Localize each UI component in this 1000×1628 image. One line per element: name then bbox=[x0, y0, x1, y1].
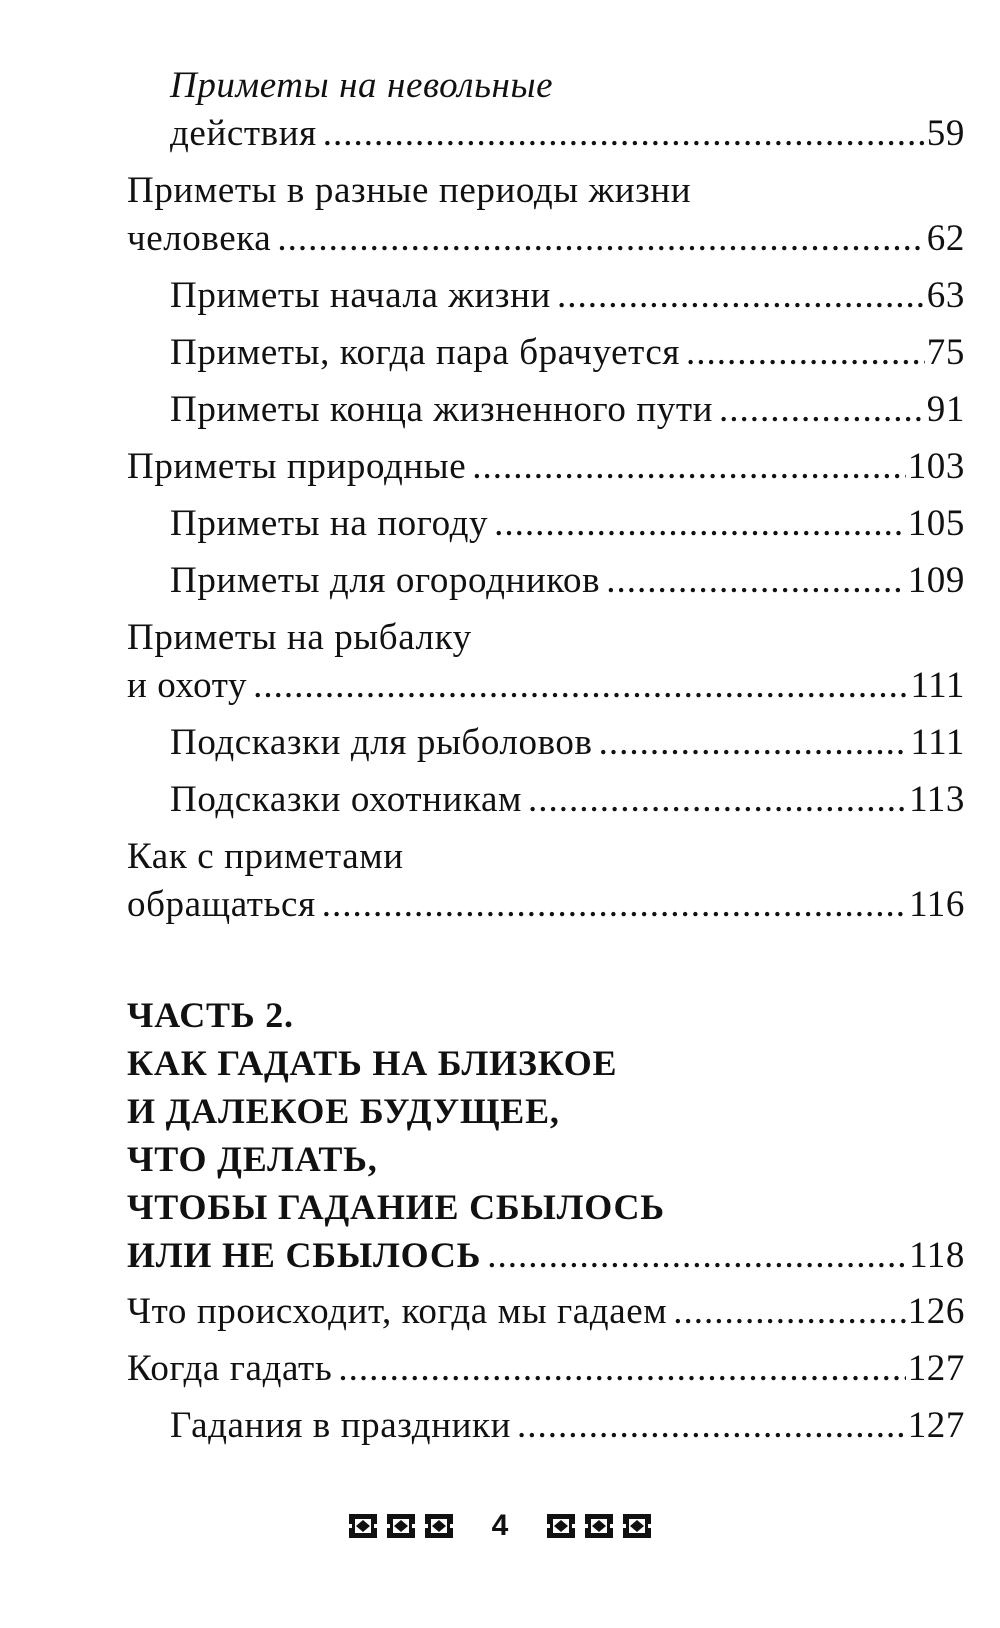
toc-page-number: 105 bbox=[907, 503, 965, 544]
toc-page-number: 103 bbox=[907, 446, 965, 487]
toc-entry-title-line1: Приметы на невольные bbox=[170, 65, 554, 106]
toc-entry-title: Приметы, когда пара брачуется bbox=[170, 332, 680, 373]
part-heading-line: И ДАЛЕКОЕ БУДУЩЕЕ, bbox=[127, 1091, 560, 1131]
toc-entry-weather[interactable] bbox=[127, 500, 965, 548]
toc-entry-fishing-hunting[interactable] bbox=[127, 614, 965, 710]
toc-entry-title: обращаться bbox=[127, 884, 316, 925]
dot-leader bbox=[719, 386, 925, 434]
toc-entry-when-divine[interactable] bbox=[127, 1345, 965, 1393]
dot-leader bbox=[599, 719, 909, 767]
toc-entry-life-end[interactable] bbox=[127, 386, 965, 434]
ornament-square-icon bbox=[622, 1513, 652, 1539]
toc-entry-title: человека bbox=[127, 218, 272, 259]
toc-entry-title: Когда гадать bbox=[127, 1348, 333, 1389]
toc-page-number: 111 bbox=[910, 722, 965, 763]
dot-leader bbox=[528, 776, 907, 824]
dot-leader bbox=[487, 1232, 907, 1280]
toc-entry-invol-actions[interactable] bbox=[127, 62, 965, 158]
toc-entry-title: Приметы на погоду bbox=[170, 503, 489, 544]
page-number: 4 bbox=[491, 1509, 509, 1542]
table-of-contents bbox=[127, 62, 965, 1450]
toc-entry-title-line1: Как с приметами bbox=[127, 836, 404, 877]
toc-entry-title: Приметы для огородников bbox=[170, 560, 601, 601]
part-heading-line: ЧТОБЫ ГАДАНИЕ СБЫЛОСЬ bbox=[127, 1187, 665, 1227]
part-heading-line: ЧТО ДЕЛАТЬ, bbox=[127, 1139, 378, 1179]
toc-entry-handling-omens[interactable] bbox=[127, 833, 965, 929]
toc-entry-wedding[interactable] bbox=[127, 329, 965, 377]
ornament-square-icon bbox=[348, 1513, 378, 1539]
toc-page-number: 59 bbox=[926, 113, 965, 154]
toc-entry-what-happens[interactable] bbox=[127, 1288, 965, 1336]
toc-page-number: 126 bbox=[907, 1291, 965, 1332]
toc-page-number: 62 bbox=[926, 218, 965, 259]
dot-leader bbox=[673, 1288, 905, 1336]
toc-page-number: 116 bbox=[909, 884, 965, 925]
page-footer bbox=[0, 1510, 1000, 1542]
toc-entry-title: действия bbox=[170, 113, 317, 154]
dot-leader bbox=[557, 272, 925, 320]
toc-entry-life-start[interactable] bbox=[127, 272, 965, 320]
toc-entry-title: Подсказки для рыболовов bbox=[170, 722, 593, 763]
toc-page-number: 118 bbox=[909, 1235, 965, 1276]
toc-entry-title: и охоту bbox=[127, 665, 248, 706]
ornament-square-icon bbox=[546, 1513, 576, 1539]
dot-leader bbox=[472, 443, 905, 491]
toc-page-number: 91 bbox=[926, 389, 965, 430]
toc-entry-title: Подсказки охотникам bbox=[170, 779, 522, 820]
dot-leader bbox=[517, 1402, 906, 1450]
toc-entry-title: Гадания в праздники bbox=[170, 1405, 512, 1446]
dot-leader bbox=[322, 881, 907, 929]
toc-entry-title: Что происходит, когда мы гадаем bbox=[127, 1291, 668, 1332]
toc-page-number: 113 bbox=[909, 779, 965, 820]
toc-page-number: 109 bbox=[907, 560, 965, 601]
toc-entry-title: Приметы конца жизненного пути bbox=[170, 389, 713, 430]
toc-entry-title: Приметы начала жизни bbox=[170, 275, 551, 316]
toc-page-number: 63 bbox=[926, 275, 965, 316]
dot-leader bbox=[338, 1345, 905, 1393]
part-heading-last-line: ИЛИ НЕ СБЫЛОСЬ bbox=[127, 1235, 482, 1275]
dot-leader bbox=[686, 329, 925, 377]
part-heading-line: КАК ГАДАТЬ НА БЛИЗКОЕ bbox=[127, 1043, 618, 1083]
toc-page-number: 127 bbox=[907, 1405, 965, 1446]
toc-page-number: 111 bbox=[910, 665, 965, 706]
dot-leader bbox=[606, 557, 906, 605]
toc-entry-life-periods[interactable] bbox=[127, 167, 965, 263]
toc-part2-heading[interactable] bbox=[127, 991, 965, 1279]
dot-leader bbox=[277, 215, 924, 263]
dot-leader bbox=[323, 110, 925, 158]
toc-page-number: 75 bbox=[926, 332, 965, 373]
toc-entry-gardeners[interactable] bbox=[127, 557, 965, 605]
toc-entry-title: Приметы природные bbox=[127, 446, 467, 487]
toc-entry-hunters[interactable] bbox=[127, 776, 965, 824]
ornament-square-icon bbox=[424, 1513, 454, 1539]
toc-entry-title-line1: Приметы на рыбалку bbox=[127, 617, 472, 658]
toc-entry-title-line1: Приметы в разные периоды жизни bbox=[127, 170, 692, 211]
toc-page-number: 127 bbox=[907, 1348, 965, 1389]
toc-entry-nature[interactable] bbox=[127, 443, 965, 491]
part-heading-line: ЧАСТЬ 2. bbox=[127, 995, 294, 1035]
dot-leader bbox=[494, 500, 906, 548]
dot-leader bbox=[253, 662, 908, 710]
ornament-square-icon bbox=[386, 1513, 416, 1539]
toc-entry-fishermen[interactable] bbox=[127, 719, 965, 767]
ornament-square-icon bbox=[584, 1513, 614, 1539]
toc-entry-holidays[interactable] bbox=[127, 1402, 965, 1450]
